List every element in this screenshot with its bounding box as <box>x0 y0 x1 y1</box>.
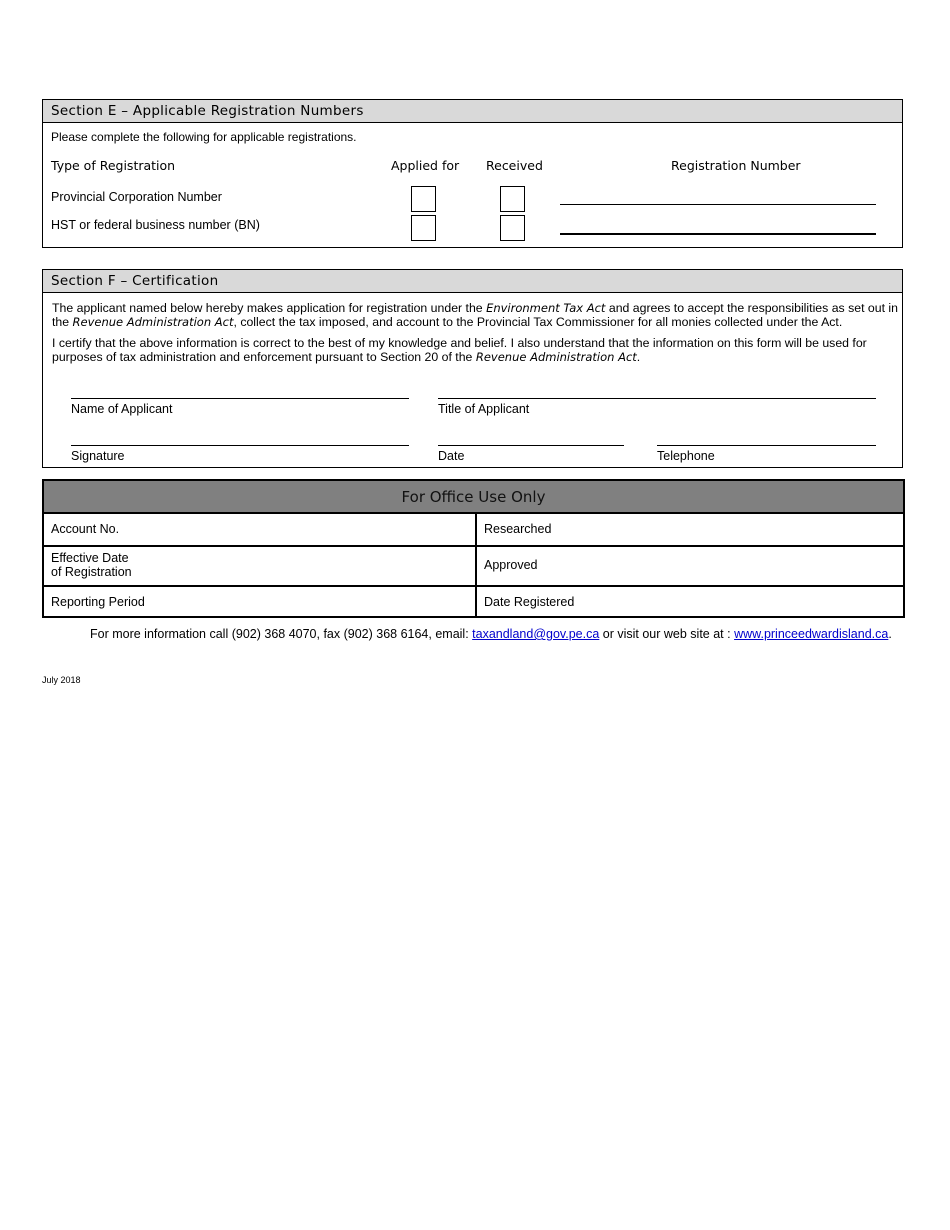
applied-for-checkbox-provincial[interactable] <box>411 186 436 212</box>
date-label: Date <box>438 449 465 463</box>
col-applied-for: Applied for <box>391 158 460 173</box>
section-e-header: Section E – Applicable Registration Numbers <box>43 100 902 123</box>
contact-text-b: or visit our web site at : <box>599 627 735 641</box>
approved-cell: Approved <box>484 558 538 572</box>
col-received: Received <box>486 158 543 173</box>
form-date: July 2018 <box>42 675 81 685</box>
name-of-applicant-label: Name of Applicant <box>71 402 173 416</box>
signature-line[interactable] <box>71 445 409 446</box>
effective-date-line-2: of Registration <box>51 565 132 579</box>
title-of-applicant-label: Title of Applicant <box>438 402 530 416</box>
applied-for-checkbox-hst[interactable] <box>411 215 436 241</box>
office-table-divider <box>475 512 477 616</box>
registration-number-line-hst[interactable] <box>560 233 876 235</box>
col-registration-number: Registration Number <box>671 158 801 173</box>
row-label-hst-bn: HST or federal business number (BN) <box>51 218 260 232</box>
date-registered-cell: Date Registered <box>484 595 575 609</box>
section-e-intro: Please complete the following for applicable registrations. <box>51 130 357 144</box>
p1-act-environment-tax: Environment Tax Act <box>486 301 606 315</box>
email-link[interactable]: taxandland@gov.pe.ca <box>472 627 600 641</box>
received-checkbox-hst[interactable] <box>500 215 525 241</box>
p2-text-a: I certify that the above information is correct to the best of my knowledge and belief. I also understand that the information on this form will be used for purposes of tax administration and enforcement pursuant to Section 20 of the <box>52 336 867 364</box>
office-use-header: For Office Use Only <box>44 481 903 514</box>
office-use-table <box>42 479 905 618</box>
name-of-applicant-line[interactable] <box>71 398 409 399</box>
p1-act-revenue-admin: Revenue Administration Act <box>72 315 234 329</box>
contact-text-end: . <box>888 627 892 641</box>
researched-cell: Researched <box>484 522 552 536</box>
registration-number-line-provincial[interactable] <box>560 204 876 205</box>
col-type-of-registration: Type of Registration <box>51 158 176 173</box>
website-link[interactable]: www.princeedwardisland.ca <box>734 627 889 641</box>
p2-text-end: . <box>636 350 641 364</box>
received-checkbox-provincial[interactable] <box>500 186 525 212</box>
certification-paragraph-1 <box>52 301 898 329</box>
telephone-label: Telephone <box>657 449 715 463</box>
p1-text-c: , collect the tax imposed, and account to the Provincial Tax Commissioner for all monies collected under the Act. <box>233 315 843 329</box>
title-of-applicant-line[interactable] <box>438 398 876 399</box>
reporting-period-cell: Reporting Period <box>51 595 145 609</box>
telephone-line[interactable] <box>657 445 876 446</box>
certification-paragraph-2 <box>52 336 898 364</box>
account-no-cell: Account No. <box>51 522 120 536</box>
section-f-header: Section F – Certification <box>43 270 902 293</box>
contact-text-a: For more information call (902) 368 4070, fax (902) 368 6164, email: <box>90 627 473 641</box>
row-label-provincial-corporation: Provincial Corporation Number <box>51 190 222 204</box>
contact-info <box>90 627 892 641</box>
office-row-border-1 <box>44 545 903 547</box>
section-f <box>42 269 903 468</box>
p2-act-revenue-admin: Revenue Administration Act <box>475 350 637 364</box>
office-row-border-2 <box>44 585 903 587</box>
effective-date-line-1: Effective Date <box>51 551 129 565</box>
p1-text-b: and agrees to accept the responsibilities as set out in the <box>52 301 899 329</box>
signature-label: Signature <box>71 449 125 463</box>
effective-date-cell <box>51 551 132 579</box>
section-e <box>42 99 903 248</box>
date-line[interactable] <box>438 445 624 446</box>
p1-text-a: The applicant named below hereby makes application for registration under the <box>52 301 487 315</box>
